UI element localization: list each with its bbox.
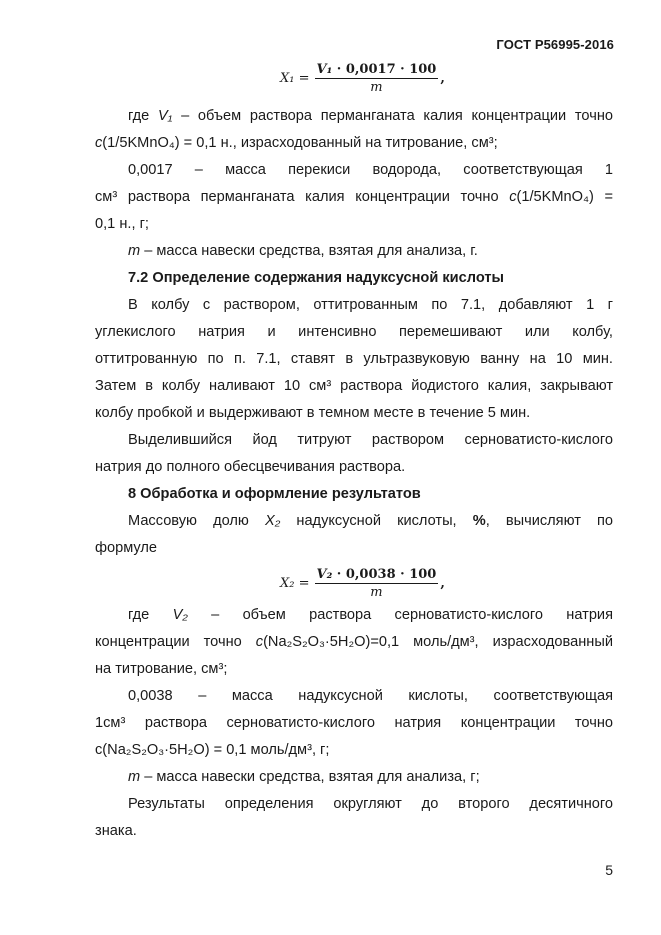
p3-line-1 [95,238,613,265]
p6-l1d: , вычисляют по [485,513,613,529]
p7-l2b: (Na₂S₂O₃·5H₂O)=0,1 моль/дм³, израсходованный [263,634,613,650]
p9-var-m: m [128,769,141,785]
p6-var-x2: X₂ [264,513,281,529]
formula-x1 [280,62,445,95]
p1-line-2 [95,130,613,157]
p10-line-2: знака. [95,823,137,839]
p2-line-2 [95,184,613,211]
p3-rest: – масса навески средства, взятая для анализа, г. [140,243,478,259]
section-heading-8: 8 Обработка и оформление результатов [128,486,421,502]
formula-x2-num-var: V₂ [316,567,333,582]
formula-x1-fraction [315,62,439,95]
p3-var-m: m [128,243,141,259]
formula-x1-comma: , [440,71,445,86]
p8-line-1: 0,0038 – масса надуксусной кислоты, соответствующая [128,688,613,704]
p9-line-1 [95,764,613,791]
formula-x1-num-var: V₁ [316,62,333,77]
formula-x1-num-rest: · 0,0017 · 100 [332,62,437,77]
p1-l1a: где [128,108,159,124]
p2-l2a: см³ раствора перманганата калия концентрации точно [95,189,510,205]
p8-line-2: 1см³ раствора серноватисто-кислого натрия концентрации точно [95,715,613,731]
p8-line-3: c(Na₂S₂O₃·5H₂O) = 0,1 моль/дм³, г; [95,742,330,758]
p7-l1b: – объем раствора серноватисто-кислого натрия [187,607,613,623]
p7-l1a: где [128,607,173,623]
p7-line-3: на титрование, см³; [95,661,228,677]
p6-l1b: надуксусной кислоты, [280,513,473,529]
formula-x2-fraction [315,567,439,600]
p10-line-1: Результаты определения округляют до второго десятичного [128,796,613,812]
p4-line-5: колбу пробкой и выдерживают в темном месте в течение 5 мин. [95,405,531,421]
formula-x2 [280,567,445,600]
page-number: 5 [605,862,613,878]
p4-line-1: В колбу с раствором, оттитрованным по 7.1, добавляют 1 г [128,297,613,313]
p7-l2a: концентрации точно [95,634,256,650]
formula-x2-denominator: m [370,585,383,600]
p7-line-2 [95,629,613,656]
formula-x1-numerator [315,62,439,79]
p1-l2b: (1/5KMnO₄) = 0,1 н., израсходованный на титрование, см³; [102,135,498,151]
p2-line-1: 0,0017 – масса перекиси водорода, соответствующая 1 [128,162,613,178]
p4-line-2: углекислого натрия и интенсивно перемешивают или колбу, [95,324,613,340]
formula-x1-denominator: m [370,80,383,95]
p7-line-1 [95,602,613,629]
formula-x2-comma: , [440,576,445,591]
p2-line-3: 0,1 н., г; [95,216,149,232]
p5-line-1: Выделившийся йод титруют раствором серноватисто-кислого [128,432,613,448]
section-heading-7-2: 7.2 Определение содержания надуксусной кислоты [128,270,504,286]
p7-var-c: c [255,634,264,650]
p1-var-c: c [95,135,103,151]
p1-var-v1: V₁ [158,108,173,124]
p7-var-v2: V₂ [172,607,188,623]
text-block-2 [95,602,613,845]
formula-x1-lhs: X₁ = [280,71,310,86]
p4-line-3: оттитрованную по п. 7.1, ставят в ультразвуковую ванну на 10 мин. [95,351,613,367]
p6-l1a: Массовую долю [128,513,265,529]
p6-line-2: формуле [95,540,158,556]
formula-x2-num-rest: · 0,0038 · 100 [332,567,437,582]
formula-x2-numerator [315,567,439,584]
p5-line-2: натрия до полного обесцвечивания раствора. [95,459,406,475]
p6-percent: % [472,513,486,529]
document-header: ГОСТ Р56995-2016 [496,37,614,52]
formula-x2-lhs: X₂ = [280,576,310,591]
p6-line-1 [95,508,613,535]
p2-var-c: c [509,189,517,205]
p1-line-1 [95,103,613,130]
p9-rest: – масса навески средства, взятая для анализа, г; [140,769,480,785]
p2-l2b: (1/5KMnO₄) = [516,189,613,205]
text-block-1 [95,103,613,562]
p4-line-4: Затем в колбу наливают 10 см³ раствора йодистого калия, закрывают [95,378,613,394]
p1-l1b: – объем раствора перманганата калия концентрации точно [172,108,613,124]
